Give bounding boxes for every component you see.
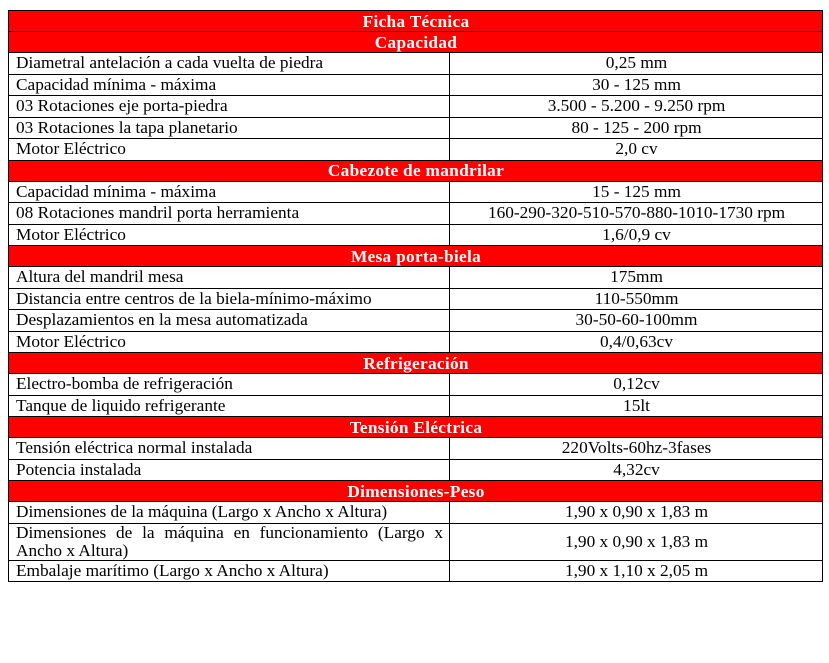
section-header-dimensiones [9, 481, 823, 502]
row-value: 3.500 - 5.200 - 9.250 rpm [450, 96, 823, 118]
row-value: 220Volts-60hz-3fases [450, 438, 823, 460]
row-value: 175mm [450, 267, 823, 289]
spec-table [8, 10, 823, 582]
row-label: Tanque de liquido refrigerante [9, 395, 450, 417]
row-label: 03 Rotaciones eje porta-piedra [9, 96, 450, 118]
section-header-tension [9, 417, 823, 438]
row-value: 0,12cv [450, 374, 823, 396]
row-value: 0,4/0,63cv [450, 331, 823, 353]
section-title: Refrigeración [9, 353, 823, 374]
row-label: Potencia instalada [9, 459, 450, 481]
row-value: 15 - 125 mm [450, 181, 823, 203]
row-label: Desplazamientos en la mesa automatizada [9, 310, 450, 332]
row-label: 08 Rotaciones mandril porta herramienta [9, 203, 450, 225]
row-value: 30-50-60-100mm [450, 310, 823, 332]
section-header-refrigeracion [9, 353, 823, 374]
table-row [9, 395, 823, 417]
section-header-cabezote [9, 160, 823, 181]
row-value: 2,0 cv [450, 139, 823, 161]
section-title: Cabezote de mandrilar [9, 160, 823, 181]
row-value: 110-550mm [450, 288, 823, 310]
table-row [9, 96, 823, 118]
section-title: Mesa porta-biela [9, 246, 823, 267]
table-row [9, 374, 823, 396]
row-label: Motor Eléctrico [9, 331, 450, 353]
row-value: 15lt [450, 395, 823, 417]
row-label: Motor Eléctrico [9, 224, 450, 246]
table-row [9, 523, 823, 560]
table-row [9, 502, 823, 524]
section-title: Tensión Eléctrica [9, 417, 823, 438]
row-label: Electro-bomba de refrigeración [9, 374, 450, 396]
table-row [9, 53, 823, 75]
table-row [9, 117, 823, 139]
table-row [9, 560, 823, 582]
row-value: 1,90 x 1,10 x 2,05 m [450, 560, 823, 582]
row-value: 1,6/0,9 cv [450, 224, 823, 246]
row-label: 03 Rotaciones la tapa planetario [9, 117, 450, 139]
row-value: 80 - 125 - 200 rpm [450, 117, 823, 139]
row-label: Capacidad mínima - máxima [9, 74, 450, 96]
row-value: 1,90 x 0,90 x 1,83 m [450, 502, 823, 524]
section-header-mesa [9, 246, 823, 267]
row-value: 160-290-320-510-570-880-1010-1730 rpm [450, 203, 823, 225]
row-label: Distancia entre centros de la biela-mínimo-máximo [9, 288, 450, 310]
table-row [9, 181, 823, 203]
spec-sheet [8, 10, 822, 582]
table-row [9, 74, 823, 96]
row-label: Diametral antelación a cada vuelta de piedra [9, 53, 450, 75]
table-row [9, 438, 823, 460]
row-label: Dimensiones de la máquina en funcionamiento (Largo x Ancho x Altura) [9, 523, 450, 560]
table-row [9, 288, 823, 310]
row-value: 30 - 125 mm [450, 74, 823, 96]
row-label: Embalaje marítimo (Largo x Ancho x Altura) [9, 560, 450, 582]
row-label: Altura del mandril mesa [9, 267, 450, 289]
section-title: Dimensiones-Peso [9, 481, 823, 502]
table-row [9, 224, 823, 246]
table-title-row [9, 11, 823, 32]
spec-table-body [9, 11, 823, 582]
table-row [9, 310, 823, 332]
row-value: 1,90 x 0,90 x 1,83 m [450, 523, 823, 560]
section-header-capacidad [9, 32, 823, 53]
table-row [9, 459, 823, 481]
row-label: Motor Eléctrico [9, 139, 450, 161]
table-row [9, 203, 823, 225]
table-row [9, 331, 823, 353]
table-title: Ficha Técnica [9, 11, 823, 32]
row-label: Dimensiones de la máquina (Largo x Ancho x Altura) [9, 502, 450, 524]
table-row [9, 139, 823, 161]
row-value: 0,25 mm [450, 53, 823, 75]
row-label: Capacidad mínima - máxima [9, 181, 450, 203]
section-title: Capacidad [9, 32, 823, 53]
row-value: 4,32cv [450, 459, 823, 481]
table-row [9, 267, 823, 289]
row-label: Tensión eléctrica normal instalada [9, 438, 450, 460]
